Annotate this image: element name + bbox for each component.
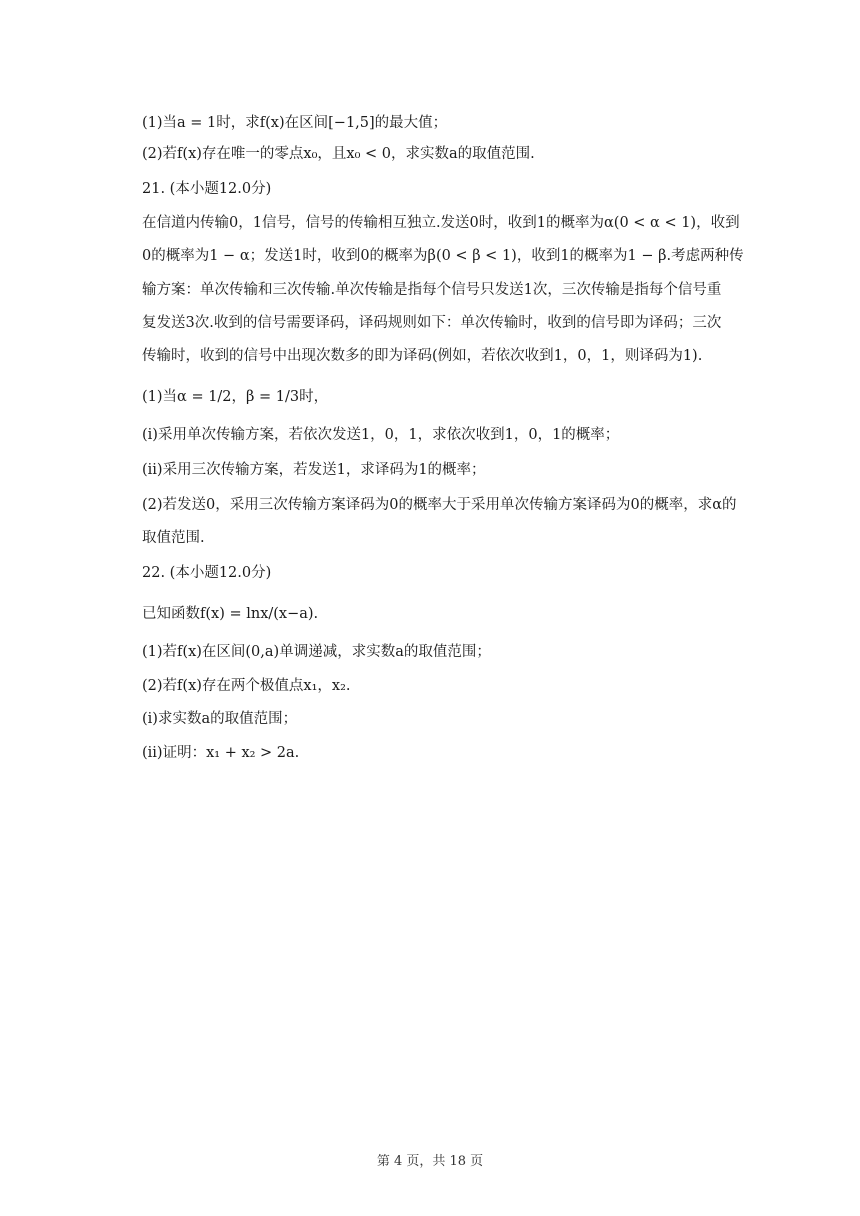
q21-part1-ii: (ⅱ)采用三次传输方案，若发送1，求译码为1的概率； xyxy=(142,462,486,478)
q21-body-line: 传输时，收到的信号中出现次数多的即为译码(例如，若依次收到1，0，1，则译码为1). xyxy=(142,348,703,364)
q20-part1: (1)当a = 1时，求f(x)在区间[−1,5]的最大值； xyxy=(142,115,448,131)
q22-heading: 22. (本小题12.0分) xyxy=(142,565,272,581)
q21-body-line: 复发送3次.收到的信号需要译码，译码规则如下：单次传输时，收到的信号即为译码；三次 xyxy=(142,315,722,331)
q21-part1: (1)当α = 1/2，β = 1/3时， xyxy=(142,389,329,405)
q21-part2: (2)若发送0，采用三次传输方案译码为0的概率大于采用单次传输方案译码为0的概率，求α的 xyxy=(142,497,737,513)
q21-body-line: 输方案：单次传输和三次传输.单次传输是指每个信号只发送1次，三次传输是指每个信号重 xyxy=(142,282,722,298)
q22-part2: (2)若f(x)存在两个极值点x₁，x₂. xyxy=(142,678,351,694)
q22-part1: (1)若f(x)在区间(0,a)单调递减，求实数a的取值范围； xyxy=(142,644,491,660)
q22-statement: 已知函数f(x) = lnx/(x−a). xyxy=(142,606,319,622)
q22-part2-i: (ⅰ)求实数a的取值范围； xyxy=(142,711,298,727)
q21-body-line: 在信道内传输0，1信号，信号的传输相互独立.发送0时，收到1的概率为α(0 < α < 1)，收到 xyxy=(142,215,740,231)
q21-heading: 21. (本小题12.0分) xyxy=(142,181,272,197)
page-footer: 第 4 页，共 18 页 xyxy=(376,1154,484,1169)
q22-part2-ii: (ⅱ)证明：x₁ + x₂ > 2a. xyxy=(142,745,300,761)
q20-part2: (2)若f(x)存在唯一的零点x₀，且x₀ < 0，求实数a的取值范围. xyxy=(142,146,535,162)
q21-part1-i: (ⅰ)采用单次传输方案，若依次发送1，0，1，求依次收到1，0，1的概率； xyxy=(142,427,620,443)
q21-body-line: 0的概率为1 − α；发送1时，收到0的概率为β(0 < β < 1)，收到1的概率为1 − β.考虑两种传 xyxy=(142,248,744,264)
q21-part2-cont: 取值范围. xyxy=(142,530,205,546)
